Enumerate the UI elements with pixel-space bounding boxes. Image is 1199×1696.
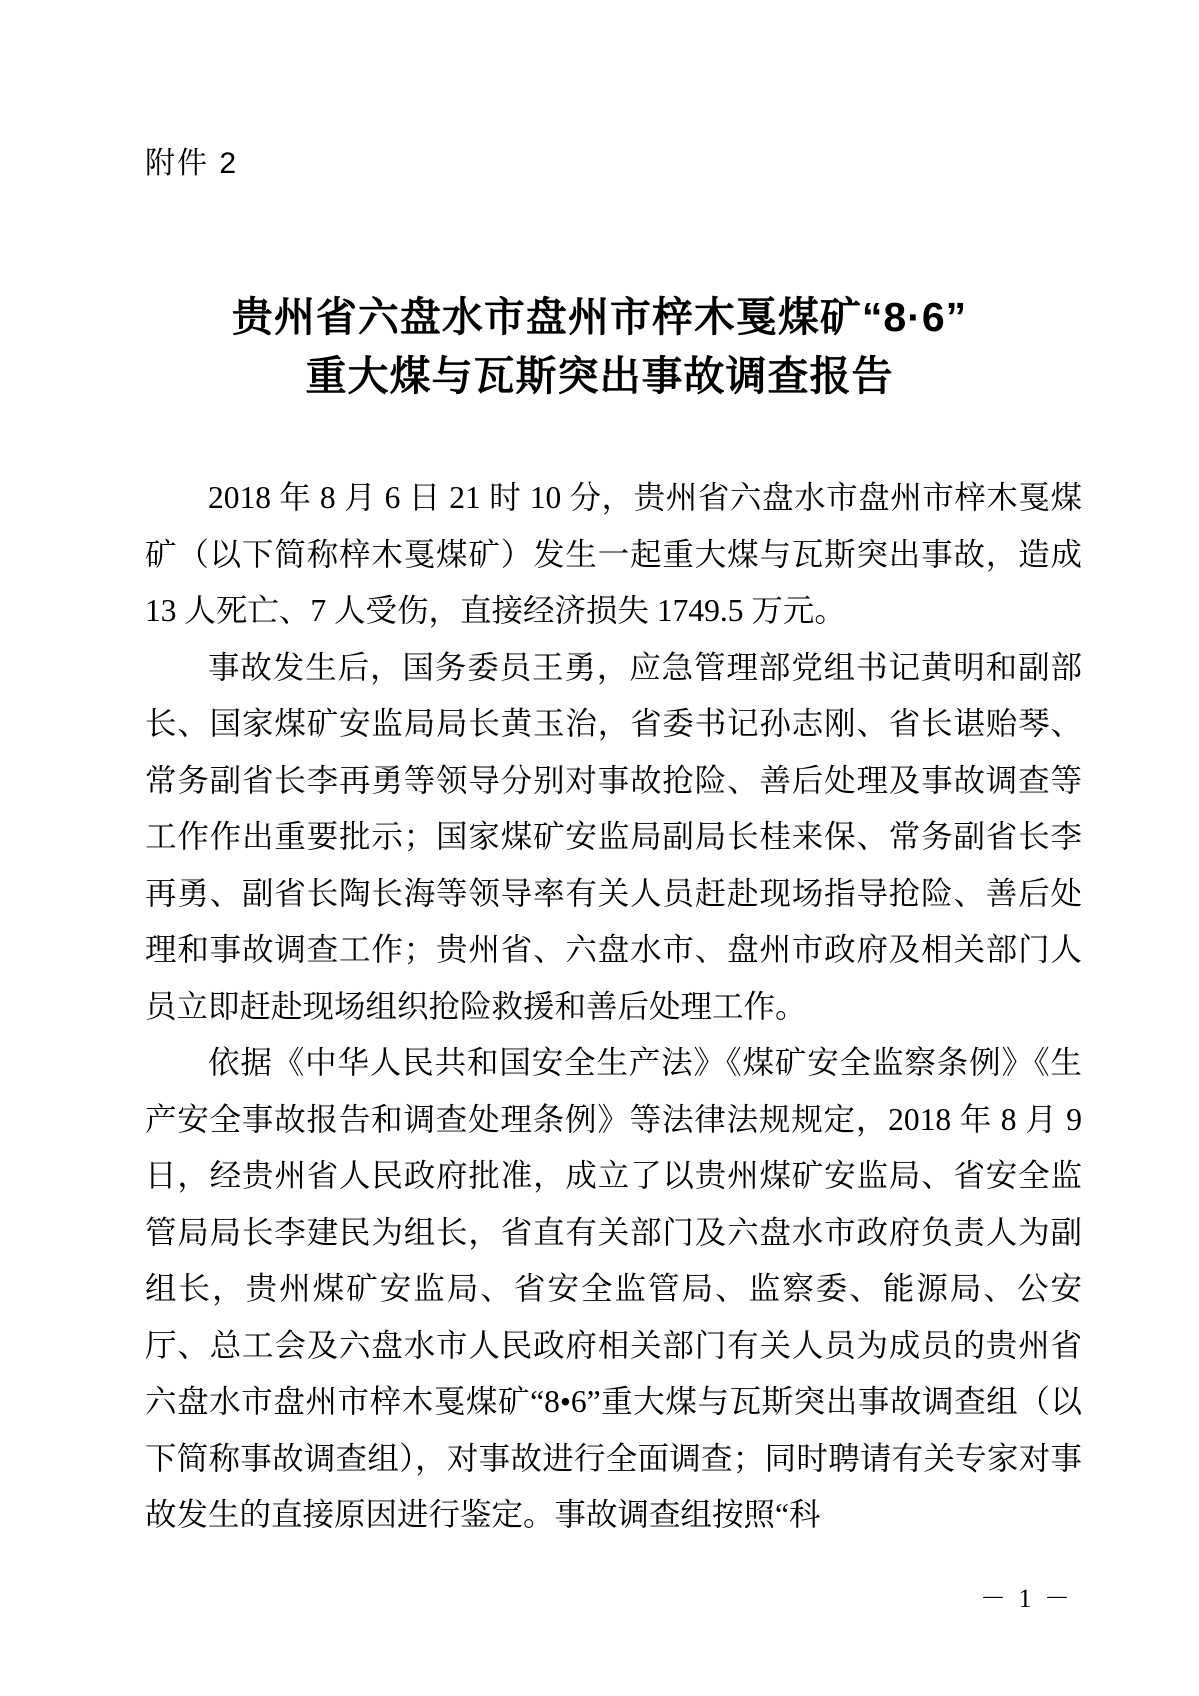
document-title — [0, 288, 1199, 406]
document-title-line-2: 重大煤与瓦斯突出事故调查报告 — [305, 353, 894, 399]
document-title-line-1: 贵州省六盘水市盘州市梓木戛煤矿“8·6” — [231, 294, 968, 340]
document-body — [145, 470, 1082, 1544]
page-number: － 1 － — [980, 1584, 1074, 1613]
paragraph-investigation-team: 依据《中华人民共和国安全生产法》《煤矿安全监察条例》《生产安全事故报告和调查处理条例》等法律法规规定，2018 年 8 月 9 日，经贵州省人民政府批准，成立了以贵州煤矿安监局、省安全监管局局长李建民为组长，省直有关部门及六盘水市政府负责人为副组长，贵州煤矿安监局、省安全监管局、监察委、能源局、公安厅、总工会及六盘水市人民政府相关部门有关人员为成员的贵州省六盘水市盘州市梓木戛煤矿“8•6”重大煤与瓦斯突出事故调查组（以下简称事故调查组），对事故进行全面调查；同时聘请有关专家对事故发生的直接原因进行鉴定。事故调查组按照“科 — [145, 1045, 1082, 1532]
paragraph-leadership-response: 事故发生后，国务委员王勇，应急管理部党组书记黄明和副部长、国家煤矿安监局局长黄玉治，省委书记孙志刚、省长谌贻琴、常务副省长李再勇等领导分别对事故抢险、善后处理及事故调查等工作作出重要批示；国家煤矿安监局副局长桂来保、常务副省长李再勇、副省长陶长海等领导率有关人员赶赴现场指导抢险、善后处理和事故调查工作；贵州省、六盘水市、盘州市政府及相关部门人员立即赶赴现场组织抢险救援和善后处理工作。 — [145, 649, 1082, 1024]
attachment-label: 附件 2 — [145, 147, 239, 180]
paragraph-accident-summary: 2018 年 8 月 6 日 21 时 10 分，贵州省六盘水市盘州市梓木戛煤矿（以下简称梓木戛煤矿）发生一起重大煤与瓦斯突出事故，造成 13 人死亡、7 人受伤，直接经济损失 1749.5 万元。 — [145, 480, 1082, 628]
